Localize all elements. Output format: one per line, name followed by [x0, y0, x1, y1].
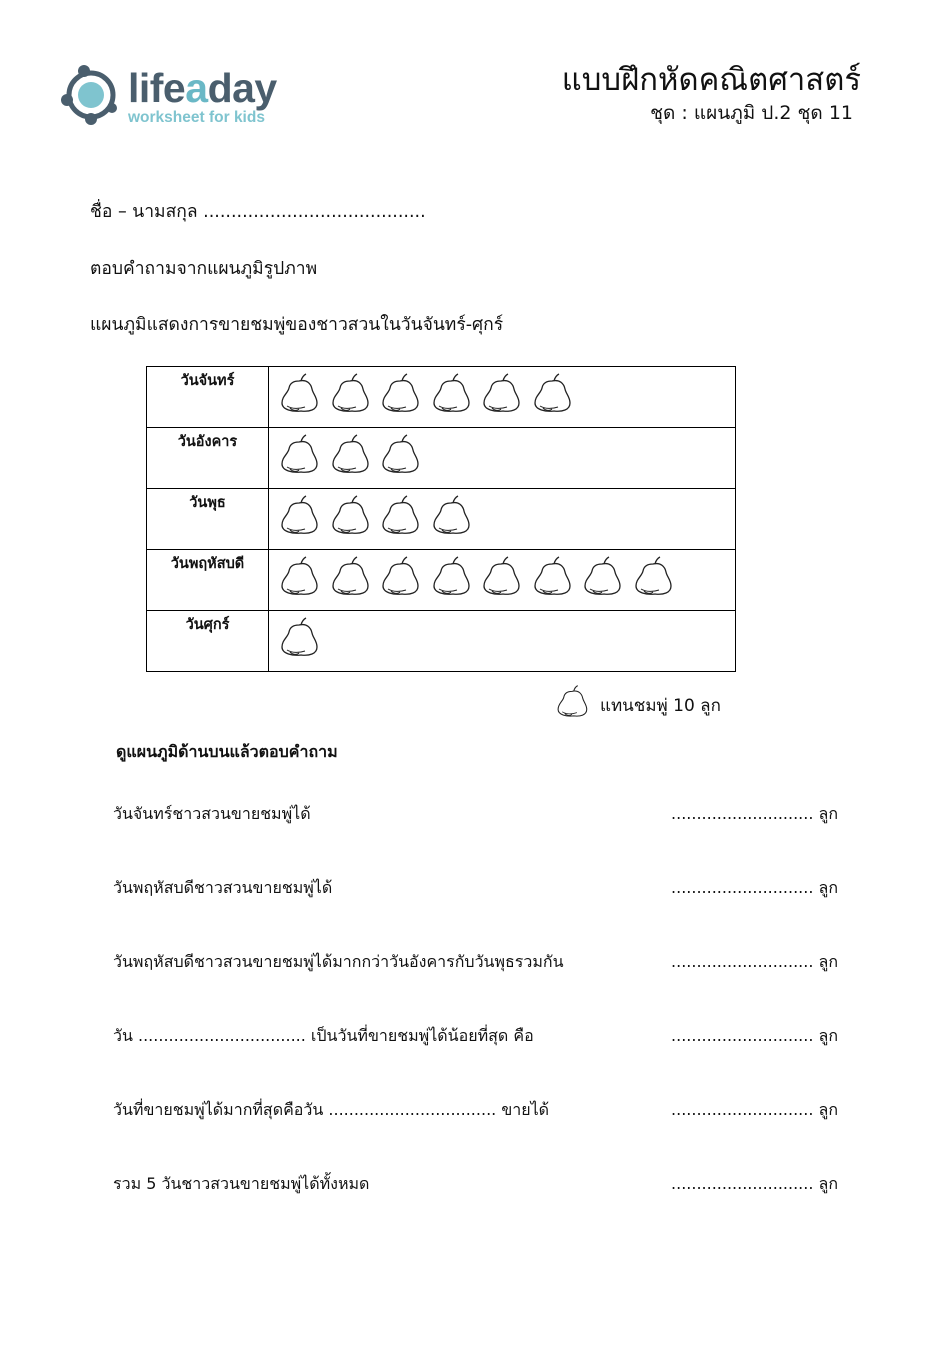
icon-row [277, 433, 727, 483]
rose-apple-icon [277, 616, 321, 660]
question-text: วันพฤหัสบดีชาวสวนขายชมพู่ได้ [113, 878, 333, 897]
day-label: วันอังคาร [147, 428, 269, 488]
question-text: วันพฤหัสบดีชาวสวนขายชมพู่ได้มากกว่าวันอังคารกับวันพุธรวมกัน [113, 952, 564, 971]
rose-apple-icon [429, 494, 473, 538]
rose-apple-icon [277, 372, 321, 416]
day-label: วันพฤหัสบดี [147, 550, 269, 610]
rose-apple-icon [530, 555, 574, 599]
rose-apple-icon [378, 372, 422, 416]
question-text: วันจันทร์ชาวสวนขายชมพู่ได้ [113, 804, 311, 823]
rose-apple-icon [277, 433, 321, 477]
worksheet-title: แบบฝึกหัดคณิตศาสตร์ [561, 62, 861, 98]
icon-row [277, 372, 727, 422]
rose-apple-icon [328, 433, 372, 477]
rose-apple-icon [378, 555, 422, 599]
icon-row [277, 616, 727, 666]
answer-blank[interactable]: ............................ ลูก [671, 1100, 838, 1119]
chart-row [147, 367, 735, 428]
rose-apple-icon [378, 433, 422, 477]
question-item [113, 1024, 838, 1050]
question-item [113, 802, 838, 828]
instruction-text: ดูแผนภูมิด้านบนแล้วตอบคำถาม [116, 742, 338, 761]
logo-tagline: worksheet for kids [128, 109, 265, 126]
rose-apple-icon [277, 555, 321, 599]
rose-apple-icon [530, 372, 574, 416]
day-label: วันศุกร์ [147, 611, 269, 672]
question-item [113, 1172, 838, 1198]
pictograph-table [146, 366, 736, 672]
name-line: ชื่อ – นามสกุล ........................................ [90, 202, 426, 222]
chart-row [147, 611, 735, 672]
question-item [113, 950, 838, 976]
question-text: รวม 5 วันชาวสวนขายชมพู่ได้ทั้งหมด [113, 1174, 370, 1193]
lifeaday-logo [58, 60, 298, 130]
question-item [113, 1098, 838, 1124]
answer-blank[interactable]: ............................ ลูก [671, 952, 838, 971]
legend-rose-apple-icon [552, 684, 592, 720]
rose-apple-icon [277, 494, 321, 538]
rose-apple-icon [631, 555, 675, 599]
chart-row [147, 550, 735, 611]
question-text: วันที่ขายชมพู่ได้มากที่สุดคือวัน ................................. ขายได้ [113, 1100, 550, 1119]
rose-apple-icon [479, 555, 523, 599]
task-text: ตอบคำถามจากแผนภูมิรูปภาพ [90, 259, 318, 279]
chart-title: แผนภูมิแสดงการขายชมพู่ของชาวสวนในวันจันทร์-ศุกร์ [90, 315, 504, 335]
rose-apple-icon [429, 372, 473, 416]
legend-text: แทนชมพู่ 10 ลูก [600, 696, 721, 716]
rose-apple-icon [328, 372, 372, 416]
rose-apple-icon [479, 372, 523, 416]
icon-row [277, 555, 727, 605]
rose-apple-icon [378, 494, 422, 538]
rose-apple-icon [328, 494, 372, 538]
icon-row [277, 494, 727, 544]
question-text: วัน ................................. เป็นวันที่ขายชมพู่ได้น้อยที่สุด คือ [113, 1026, 534, 1045]
day-label: วันพุธ [147, 489, 269, 549]
logo-molecule-icon [58, 62, 124, 128]
answer-blank[interactable]: ............................ ลูก [671, 804, 838, 823]
answer-blank[interactable]: ............................ ลูก [671, 1026, 838, 1045]
answer-blank[interactable]: ............................ ลูก [671, 1174, 838, 1193]
answer-blank[interactable]: ............................ ลูก [671, 878, 838, 897]
chart-row [147, 428, 735, 489]
question-item [113, 876, 838, 902]
rose-apple-icon [429, 555, 473, 599]
rose-apple-icon [580, 555, 624, 599]
day-label: วันจันทร์ [147, 367, 269, 427]
rose-apple-icon [328, 555, 372, 599]
logo-wordmark: lifeaday [128, 65, 277, 111]
chart-row [147, 489, 735, 550]
worksheet-subtitle: ชุด : แผนภูมิ ป.2 ชุด 11 [650, 102, 853, 124]
